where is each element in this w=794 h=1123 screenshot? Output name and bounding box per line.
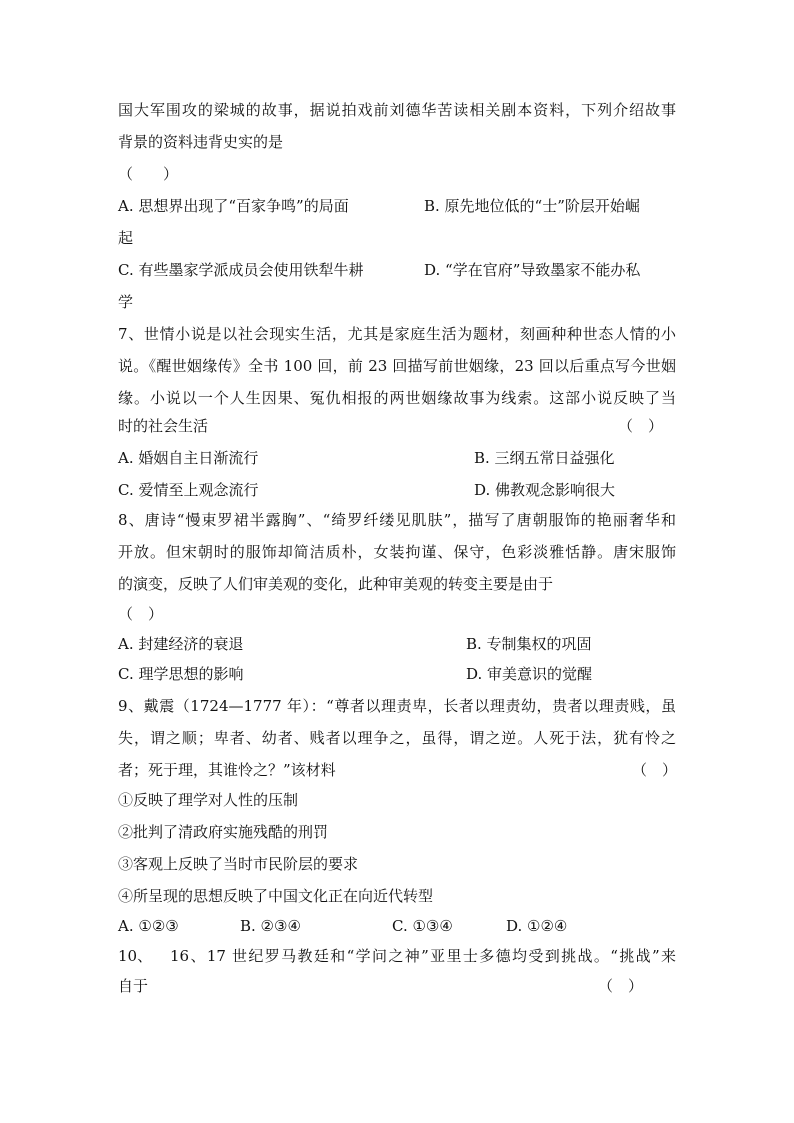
q9-statement-1: ①反映了理学对人性的压制 bbox=[118, 791, 299, 809]
q6-option-c[interactable]: C. 有些墨家学派成员会使用铁犁牛耕 bbox=[118, 261, 364, 279]
q6-option-a[interactable]: A. 思想界出现了“百家争鸣”的局面 bbox=[118, 197, 349, 215]
q8-option-b[interactable]: B. 专制集权的巩固 bbox=[466, 635, 592, 653]
q9-option-d[interactable]: D. ①②④ bbox=[506, 917, 568, 935]
q8-stem-line-2: 开放。但宋朝时的服饰却简洁质朴，女装拘谨、保守，色彩淡雅恬静。唐宋服饰 bbox=[118, 543, 676, 561]
q7-stem-line-3: 缘。小说以一个人生因果、冤仇相报的两世姻缘故事为线索。这部小说反映了当 bbox=[118, 389, 676, 407]
q10-number: 10、 bbox=[118, 947, 153, 965]
q10-answer-paren: （ ） bbox=[598, 977, 644, 995]
q7-option-c[interactable]: C. 爱情至上观念流行 bbox=[118, 481, 259, 499]
q9-answer-paren: （ ） bbox=[632, 761, 678, 779]
q7-option-a[interactable]: A. 婚姻自主日渐流行 bbox=[118, 449, 259, 467]
q8-option-a[interactable]: A. 封建经济的衰退 bbox=[118, 635, 244, 653]
q6-stem-line-2: 背景的资料违背史实的是 bbox=[118, 133, 284, 151]
q9-stem-line-3: 者；死于理，其谁怜之？”该材料 bbox=[118, 761, 336, 779]
q8-stem-line-1: 8、唐诗“慢束罗裙半露胸”、“绮罗纤缕见肌肤”，描写了唐朝服饰的艳丽奢华和 bbox=[118, 511, 676, 529]
q10-stem-line-1: 16、17 世纪罗马教廷和“学问之神”亚里士多德均受到挑战。“挑战”来 bbox=[170, 947, 676, 965]
q6-option-d-continued: 学 bbox=[118, 293, 134, 311]
q9-option-c[interactable]: C. ①③④ bbox=[392, 917, 453, 935]
q8-option-d[interactable]: D. 审美意识的觉醒 bbox=[466, 665, 593, 683]
q7-stem-line-4: 时的社会生活 bbox=[118, 417, 209, 435]
q7-answer-paren: （ ） bbox=[618, 417, 664, 435]
q9-stem-line-1: 9、戴震（1724—1777 年）：“尊者以理责卑，长者以理责幼，贵者以理责贱，虽 bbox=[118, 697, 676, 715]
q10-stem-line-2: 自于 bbox=[118, 977, 149, 995]
q6-stem-line-1: 国大军围攻的梁城的故事，据说拍戏前刘德华苦读相关剧本资料，下列介绍故事 bbox=[118, 101, 676, 119]
q8-option-c[interactable]: C. 理学思想的影响 bbox=[118, 665, 244, 683]
q6-option-b[interactable]: B. 原先地位低的“士”阶层开始崛 bbox=[424, 197, 640, 215]
q6-answer-paren: （ ） bbox=[118, 165, 179, 183]
q9-statement-4: ④所呈现的思想反映了中国文化正在向近代转型 bbox=[118, 887, 434, 905]
q9-option-a[interactable]: A. ①②③ bbox=[118, 917, 179, 935]
q6-option-b-continued: 起 bbox=[118, 229, 134, 247]
q6-option-d[interactable]: D. “学在官府”导致墨家不能办私 bbox=[424, 261, 641, 279]
q8-answer-paren: （ ） bbox=[118, 605, 164, 623]
q7-option-d[interactable]: D. 佛教观念影响很大 bbox=[474, 481, 616, 499]
q9-statement-2: ②批判了清政府实施残酷的刑罚 bbox=[118, 823, 329, 841]
q9-option-b[interactable]: B. ②③④ bbox=[240, 917, 301, 935]
q7-stem-line-2: 说。《醒世姻缘传》全书 100 回，前 23 回描写前世姻缘，23 回以后重点写今世姻 bbox=[118, 357, 676, 375]
q9-stem-line-2: 失，谓之顺；卑者、幼者、贱者以理争之，虽得，谓之逆。人死于法，犹有怜之 bbox=[118, 729, 676, 747]
q9-statement-3: ③客观上反映了当时市民阶层的要求 bbox=[118, 855, 359, 873]
q7-option-b[interactable]: B. 三纲五常日益强化 bbox=[474, 449, 615, 467]
q7-stem-line-1: 7、世情小说是以社会现实生活，尤其是家庭生活为题材，刻画种种世态人情的小 bbox=[118, 325, 676, 343]
q8-stem-line-3: 的演变，反映了人们审美观的变化，此种审美观的转变主要是由于 bbox=[118, 575, 554, 593]
